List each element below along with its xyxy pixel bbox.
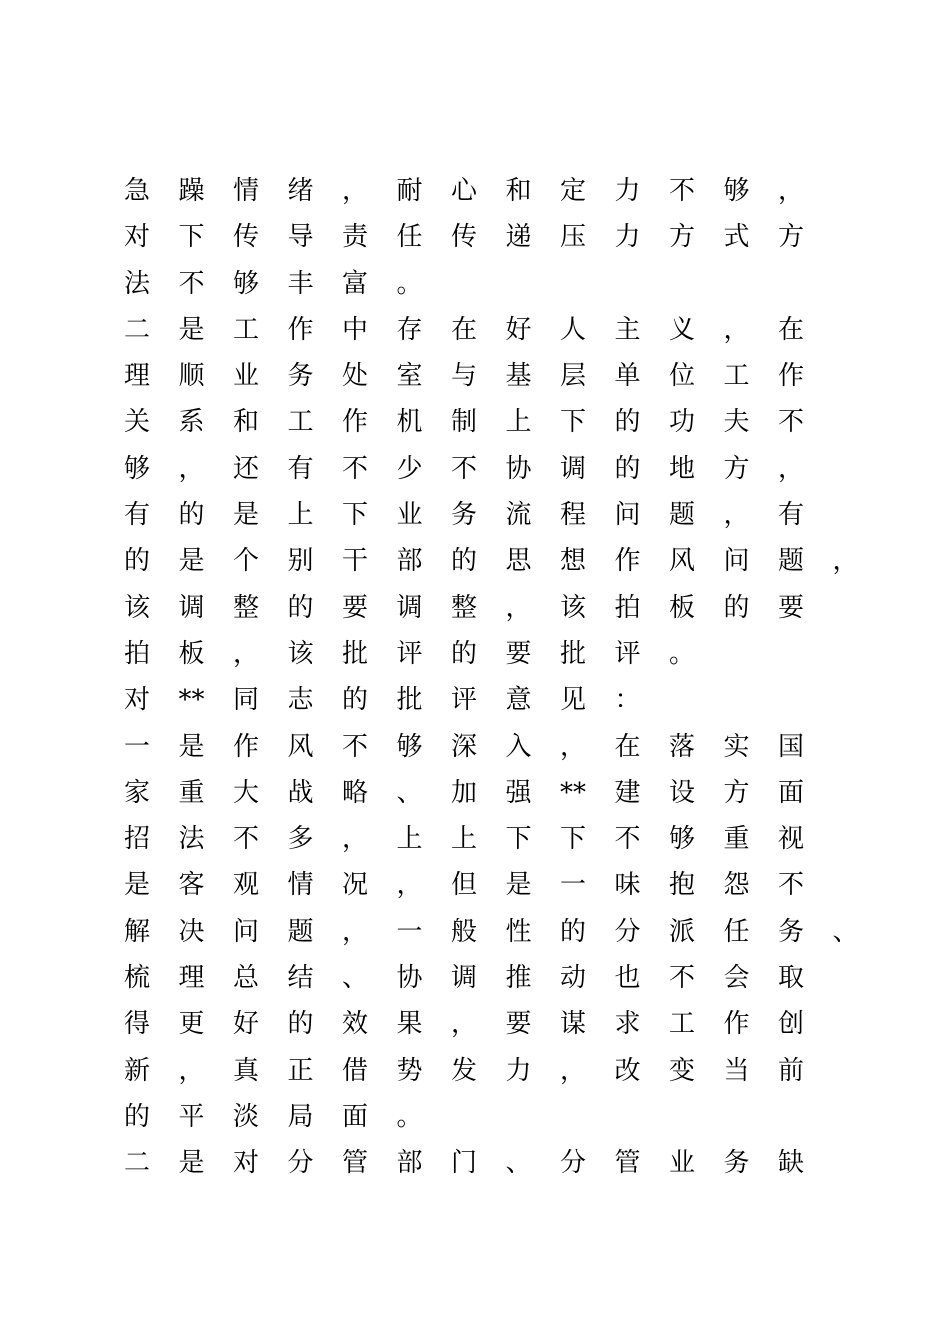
- text-char: 淡: [232, 1101, 259, 1132]
- text-line: [0, 909, 950, 955]
- text-char: 理: [123, 361, 150, 392]
- text-char: 急: [123, 176, 150, 206]
- text-char: 基: [505, 361, 532, 392]
- text-char: 中: [341, 314, 368, 345]
- text-char: 批: [341, 638, 368, 669]
- text-char: 面: [777, 777, 804, 808]
- text-char: 方: [777, 222, 804, 253]
- text-char: 存: [396, 314, 423, 345]
- text-char: 丰: [287, 268, 314, 299]
- text-line: [0, 446, 950, 492]
- text-char: 人: [559, 314, 586, 345]
- text-char: 家: [123, 777, 150, 808]
- text-char: 平: [178, 1101, 205, 1132]
- text-char: 评: [396, 638, 423, 669]
- text-char: 好: [232, 1009, 259, 1040]
- text-char: 机: [396, 407, 423, 438]
- text-char: 是: [505, 870, 532, 901]
- text-char: 评: [614, 638, 641, 669]
- text-char: 题: [777, 546, 804, 577]
- text-char: 地: [668, 453, 695, 484]
- text-char: 下: [341, 500, 368, 531]
- text-char: 整: [450, 592, 477, 623]
- text-char: 落: [668, 731, 695, 762]
- text-char: 怨: [723, 870, 750, 901]
- text-char: 力: [614, 176, 641, 206]
- text-line: [0, 353, 950, 399]
- text-line: [0, 214, 950, 260]
- text-char: 作: [723, 1009, 750, 1040]
- text-char: 责: [341, 222, 368, 253]
- text-char: ，: [723, 314, 750, 345]
- text-char: 方: [723, 453, 750, 484]
- text-char: 当: [723, 1055, 750, 1086]
- text-char: 是: [178, 546, 205, 577]
- text-char: ，: [832, 546, 859, 577]
- text-char: 况: [341, 870, 368, 901]
- text-char: 的: [450, 546, 477, 577]
- text-char: 动: [559, 963, 586, 994]
- text-char: 决: [178, 916, 205, 947]
- text-char: 。: [396, 1101, 423, 1132]
- text-char: 得: [123, 1009, 150, 1040]
- text-char: 传: [450, 222, 477, 253]
- text-line: [0, 1094, 950, 1140]
- text-char: 任: [723, 916, 750, 947]
- text-char: 与: [450, 361, 477, 392]
- text-char: 式: [723, 222, 750, 253]
- text-char: 梳: [123, 963, 150, 994]
- text-char: 变: [668, 1055, 695, 1086]
- text-char: 方: [668, 222, 695, 253]
- text-char: 、: [832, 916, 859, 947]
- text-char: 个: [232, 546, 259, 577]
- text-char: 二: [123, 1148, 150, 1179]
- text-char: 新: [123, 1055, 150, 1086]
- text-char: 问: [723, 546, 750, 577]
- text-char: 的: [123, 546, 150, 577]
- text-char: ，: [723, 500, 750, 531]
- text-char: 见: [559, 685, 586, 716]
- text-char: 作: [232, 731, 259, 762]
- text-char: 势: [396, 1055, 423, 1086]
- text-char: 上: [505, 407, 532, 438]
- text-char: 不: [178, 268, 205, 299]
- text-char: 上: [450, 824, 477, 855]
- text-char: 要: [505, 1009, 532, 1040]
- text-char: 业: [396, 500, 423, 531]
- text-char: 管: [341, 1148, 368, 1179]
- text-line: [0, 1140, 950, 1186]
- text-char: 不: [668, 176, 695, 206]
- text-char: 层: [559, 361, 586, 392]
- text-char: 任: [396, 222, 423, 253]
- text-char: 的: [723, 592, 750, 623]
- text-char: ，: [232, 638, 259, 669]
- text-char: 多: [287, 824, 314, 855]
- text-char: 业: [668, 1148, 695, 1179]
- text-char: 够: [123, 453, 150, 484]
- text-char: 效: [341, 1009, 368, 1040]
- text-char: 题: [668, 500, 695, 531]
- text-char: 的: [123, 1101, 150, 1132]
- text-char: ，: [178, 1055, 205, 1086]
- text-char: 在: [777, 314, 804, 345]
- text-char: 递: [505, 222, 532, 253]
- text-char: 功: [668, 407, 695, 438]
- text-char: 不: [341, 453, 368, 484]
- text-char: 缺: [777, 1148, 804, 1179]
- text-char: 是: [178, 731, 205, 762]
- text-char: 真: [232, 1055, 259, 1086]
- text-char: 流: [505, 500, 532, 531]
- text-char: 协: [505, 453, 532, 484]
- text-char: **: [178, 685, 205, 716]
- text-char: ，: [450, 1009, 477, 1040]
- text-char: 批: [396, 685, 423, 716]
- text-char: 视: [777, 824, 804, 855]
- text-char: 要: [341, 592, 368, 623]
- text-char: 是: [178, 314, 205, 345]
- text-char: 上: [287, 500, 314, 531]
- text-char: 好: [505, 314, 532, 345]
- text-char: 、: [341, 963, 368, 994]
- text-char: 志: [287, 685, 314, 716]
- text-char: 程: [559, 500, 586, 531]
- text-char: 协: [396, 963, 423, 994]
- text-char: 的: [341, 685, 368, 716]
- text-char: ，: [341, 916, 368, 947]
- text-char: 调: [178, 592, 205, 623]
- text-char: 般: [450, 916, 477, 947]
- text-char: 该: [559, 592, 586, 623]
- text-line: [0, 399, 950, 445]
- text-char: 、: [505, 1148, 532, 1179]
- text-char: 有: [287, 453, 314, 484]
- text-char: 义: [668, 314, 695, 345]
- text-char: 够: [396, 731, 423, 762]
- text-char: 拍: [614, 592, 641, 623]
- text-char: 干: [341, 546, 368, 577]
- text-line: [0, 538, 950, 584]
- text-char: **: [560, 777, 586, 808]
- text-char: 问: [614, 500, 641, 531]
- text-char: 工: [232, 314, 259, 345]
- text-char: 还: [232, 453, 259, 484]
- text-char: 整: [232, 592, 259, 623]
- text-char: ，: [777, 453, 804, 484]
- text-char: 是: [178, 1148, 205, 1179]
- text-char: 情: [287, 870, 314, 901]
- text-char: 对: [123, 222, 150, 253]
- text-char: 工: [668, 1009, 695, 1040]
- text-char: 更: [178, 1009, 205, 1040]
- text-line: [0, 724, 950, 770]
- text-line: [0, 585, 950, 631]
- text-char: 思: [505, 546, 532, 577]
- text-char: 情: [232, 176, 259, 206]
- text-char: 。: [396, 268, 423, 299]
- text-char: 设: [668, 777, 695, 808]
- text-char: 建: [614, 777, 641, 808]
- text-char: 上: [396, 824, 423, 855]
- text-char: 压: [559, 222, 586, 253]
- text-char: 不: [614, 824, 641, 855]
- text-char: 主: [614, 314, 641, 345]
- text-char: 略: [341, 777, 368, 808]
- text-char: 调: [396, 592, 423, 623]
- text-char: 的: [614, 407, 641, 438]
- text-char: 味: [614, 870, 641, 901]
- text-char: 要: [505, 638, 532, 669]
- text-char: 发: [450, 1055, 477, 1086]
- text-char: 不: [450, 453, 477, 484]
- text-line: [0, 307, 950, 353]
- text-char: 工: [723, 361, 750, 392]
- text-char: ，: [559, 731, 586, 762]
- text-char: ，: [505, 592, 532, 623]
- text-char: 题: [287, 916, 314, 947]
- text-char: 面: [341, 1101, 368, 1132]
- text-char: 是: [123, 870, 150, 901]
- text-char: 加: [450, 777, 477, 808]
- text-char: 的: [287, 1009, 314, 1040]
- text-line: [0, 770, 950, 816]
- text-line: [0, 1048, 950, 1094]
- text-char: 改: [614, 1055, 641, 1086]
- text-char: 解: [123, 916, 150, 947]
- text-char: 对: [123, 685, 150, 716]
- text-char: 调: [559, 453, 586, 484]
- text-char: 意: [505, 685, 532, 716]
- text-char: 局: [287, 1101, 314, 1132]
- text-char: 分: [287, 1148, 314, 1179]
- text-char: 前: [777, 1055, 804, 1086]
- text-char: 顺: [178, 361, 205, 392]
- text-char: 果: [396, 1009, 423, 1040]
- text-char: 派: [668, 916, 695, 947]
- text-char: 方: [723, 777, 750, 808]
- text-char: 对: [232, 1148, 259, 1179]
- text-char: 正: [287, 1055, 314, 1086]
- text-line: [0, 677, 950, 723]
- text-char: 作: [777, 361, 804, 392]
- text-char: 部: [396, 1148, 423, 1179]
- text-line: [0, 168, 950, 214]
- text-char: ，: [777, 176, 804, 206]
- text-char: 同: [232, 685, 259, 716]
- text-char: 也: [614, 963, 641, 994]
- text-char: 板: [668, 592, 695, 623]
- text-char: 管: [614, 1148, 641, 1179]
- text-char: 风: [668, 546, 695, 577]
- text-char: 入: [505, 731, 532, 762]
- text-char: 在: [450, 314, 477, 345]
- text-char: 想: [559, 546, 586, 577]
- text-line: [0, 492, 950, 538]
- text-char: 一: [559, 870, 586, 901]
- text-char: 推: [505, 963, 532, 994]
- text-char: 的: [287, 592, 314, 623]
- text-char: 和: [505, 176, 532, 206]
- text-line: [0, 1001, 950, 1047]
- text-char: 单: [614, 361, 641, 392]
- text-line: [0, 955, 950, 1001]
- text-char: 重: [178, 777, 205, 808]
- text-char: 有: [123, 500, 150, 531]
- text-char: 法: [123, 268, 150, 299]
- text-char: 部: [396, 546, 423, 577]
- text-char: 风: [287, 731, 314, 762]
- text-char: 的: [559, 916, 586, 947]
- text-char: 的: [450, 638, 477, 669]
- text-char: 的: [178, 500, 205, 531]
- text-char: ，: [559, 1055, 586, 1086]
- text-char: 观: [232, 870, 259, 901]
- text-char: 法: [178, 824, 205, 855]
- text-char: 下: [505, 824, 532, 855]
- text-char: 取: [777, 963, 804, 994]
- text-char: 够: [723, 176, 750, 206]
- text-char: 创: [777, 1009, 804, 1040]
- text-char: 下: [559, 407, 586, 438]
- text-char: 不: [777, 407, 804, 438]
- text-line: [0, 261, 950, 307]
- text-char: 作: [614, 546, 641, 577]
- text-char: ，: [341, 176, 368, 206]
- text-char: 战: [287, 777, 314, 808]
- text-char: 在: [614, 731, 641, 762]
- text-char: 作: [341, 407, 368, 438]
- text-char: ，: [396, 870, 423, 901]
- text-char: 传: [232, 222, 259, 253]
- text-char: 务: [777, 916, 804, 947]
- text-char: 求: [614, 1009, 641, 1040]
- text-char: 总: [232, 963, 259, 994]
- text-char: 富: [341, 268, 368, 299]
- text-char: ：: [614, 685, 641, 716]
- text-char: 务: [723, 1148, 750, 1179]
- text-char: 有: [777, 500, 804, 531]
- text-char: 。: [668, 638, 695, 669]
- text-char: 分: [559, 1148, 586, 1179]
- text-char: 批: [559, 638, 586, 669]
- document-body: [0, 168, 950, 1187]
- text-char: 一: [123, 731, 150, 762]
- text-char: 门: [450, 1148, 477, 1179]
- text-char: 问: [232, 916, 259, 947]
- text-char: 深: [450, 731, 477, 762]
- text-char: 要: [777, 592, 804, 623]
- text-char: 下: [178, 222, 205, 253]
- text-char: 处: [341, 361, 368, 392]
- text-char: 招: [123, 824, 150, 855]
- text-line: [0, 816, 950, 862]
- text-char: 会: [723, 963, 750, 994]
- text-char: 一: [396, 916, 423, 947]
- text-char: 不: [232, 824, 259, 855]
- text-char: 评: [450, 685, 477, 716]
- text-char: 结: [287, 963, 314, 994]
- text-char: 力: [505, 1055, 532, 1086]
- text-char: 不: [668, 963, 695, 994]
- text-char: 制: [450, 407, 477, 438]
- text-char: 重: [723, 824, 750, 855]
- text-char: 是: [232, 500, 259, 531]
- text-char: 务: [287, 361, 314, 392]
- text-char: 该: [287, 638, 314, 669]
- text-char: 理: [178, 963, 205, 994]
- text-char: 夫: [723, 407, 750, 438]
- text-char: 二: [123, 314, 150, 345]
- text-char: 耐: [396, 176, 423, 206]
- text-char: 心: [450, 176, 477, 206]
- text-char: 但: [450, 870, 477, 901]
- text-char: 务: [450, 500, 477, 531]
- text-char: 客: [178, 870, 205, 901]
- text-char: 关: [123, 407, 150, 438]
- text-char: 导: [287, 222, 314, 253]
- text-char: 谋: [559, 1009, 586, 1040]
- text-char: 位: [668, 361, 695, 392]
- text-char: 绪: [287, 176, 314, 206]
- text-char: 拍: [123, 638, 150, 669]
- text-char: 的: [614, 453, 641, 484]
- text-char: ，: [178, 453, 205, 484]
- text-char: 大: [232, 777, 259, 808]
- text-char: 别: [287, 546, 314, 577]
- text-char: 够: [232, 268, 259, 299]
- text-char: 不: [341, 731, 368, 762]
- text-char: 不: [777, 870, 804, 901]
- text-char: 调: [450, 963, 477, 994]
- text-char: 分: [614, 916, 641, 947]
- text-char: 定: [559, 176, 586, 206]
- text-char: 性: [505, 916, 532, 947]
- text-char: 该: [123, 592, 150, 623]
- text-char: 躁: [178, 176, 205, 206]
- text-char: 实: [723, 731, 750, 762]
- text-char: 系: [178, 407, 205, 438]
- text-char: 工: [287, 407, 314, 438]
- text-char: ，: [341, 824, 368, 855]
- text-char: 室: [396, 361, 423, 392]
- text-char: 作: [287, 314, 314, 345]
- text-char: 业: [232, 361, 259, 392]
- text-char: 和: [232, 407, 259, 438]
- text-char: 下: [559, 824, 586, 855]
- text-char: 借: [341, 1055, 368, 1086]
- text-char: 够: [668, 824, 695, 855]
- text-char: 板: [178, 638, 205, 669]
- text-char: 、: [396, 777, 423, 808]
- text-char: 少: [396, 453, 423, 484]
- text-char: 国: [777, 731, 804, 762]
- text-line: [0, 631, 950, 677]
- text-char: 力: [614, 222, 641, 253]
- text-line: [0, 862, 950, 908]
- text-char: 抱: [668, 870, 695, 901]
- text-char: 强: [505, 777, 532, 808]
